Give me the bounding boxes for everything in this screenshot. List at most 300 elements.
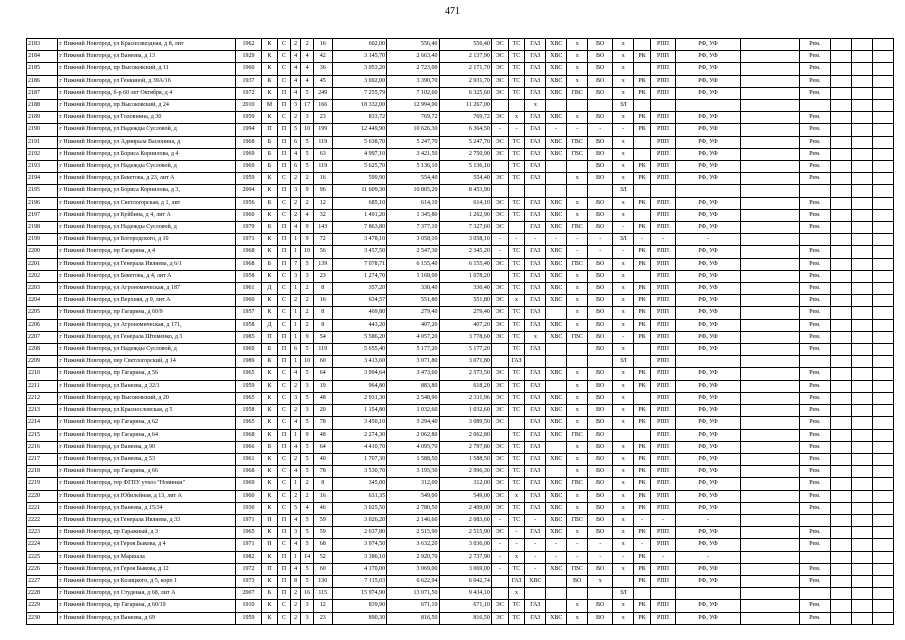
table-cell: 3 994,64 <box>332 368 386 380</box>
table-cell: 6 <box>290 136 300 148</box>
table-cell: х <box>508 490 525 502</box>
table-cell: П <box>278 185 291 197</box>
table-cell: РК <box>634 87 651 99</box>
table-cell: 2227 <box>27 575 58 587</box>
table-cell: Б <box>261 148 278 160</box>
table-cell <box>799 514 830 526</box>
table-row <box>27 478 894 490</box>
table-cell: РФ, УФ <box>676 368 741 380</box>
table-cell: 3 <box>301 405 314 417</box>
table-cell: РФ, УФ <box>676 209 741 221</box>
table-cell: РФ, УФ <box>676 222 741 234</box>
table-cell: г Нижний Новгород, ул Головнина, д 30 <box>58 112 236 124</box>
table-cell <box>831 429 852 441</box>
table-cell: ЭС <box>491 405 508 417</box>
table-cell <box>851 100 872 112</box>
table-cell: ГАЗ <box>525 39 546 51</box>
table-cell: 10 626,30 <box>387 124 439 136</box>
table-cell <box>741 222 800 234</box>
table-cell <box>851 441 872 453</box>
table-cell: 12 994,00 <box>387 100 439 112</box>
table-cell: 1958 <box>236 319 261 331</box>
table-cell: - <box>491 124 508 136</box>
table-cell <box>546 588 567 600</box>
table-cell: 8 <box>313 319 332 331</box>
table-cell <box>851 87 872 99</box>
table-cell: П <box>278 258 291 270</box>
table-cell <box>508 185 525 197</box>
table-cell: РПП <box>650 246 675 258</box>
table-cell: 5 <box>301 417 314 429</box>
table-cell: х <box>508 551 525 563</box>
table-cell <box>508 222 525 234</box>
table-cell: РФ, УФ <box>676 124 741 136</box>
table-cell: 407,20 <box>387 319 439 331</box>
table-cell: С <box>278 39 291 51</box>
table-cell: С <box>278 502 291 514</box>
table-cell: 115 <box>313 588 332 600</box>
table-cell: 3 025,50 <box>332 502 386 514</box>
table-cell: х <box>613 148 634 160</box>
table-cell <box>546 307 567 319</box>
table-cell: 5 247,70 <box>439 136 491 148</box>
table-cell: С <box>278 319 291 331</box>
table-cell: РФ, УФ <box>676 246 741 258</box>
table-cell: 3 <box>290 270 300 282</box>
table-cell: г Нижний Новгород, тер ФГПУ учхоз "Новинки" <box>58 478 236 490</box>
table-cell: 2210 <box>27 368 58 380</box>
table-cell: 4 <box>290 563 300 575</box>
table-cell: ХВС <box>546 453 567 465</box>
table-cell: ЗЛ <box>613 234 634 246</box>
table-cell: 59 <box>313 514 332 526</box>
table-cell: - <box>613 124 634 136</box>
table-cell <box>831 612 852 624</box>
table-cell: ГВС <box>567 478 588 490</box>
table-cell: 59 <box>313 527 332 539</box>
table-cell: 5 <box>301 258 314 270</box>
table-cell: ГВС <box>567 563 588 575</box>
table-cell: 3 069,00 <box>439 563 491 575</box>
table-cell: 3 053,20 <box>332 63 386 75</box>
table-row <box>27 563 894 575</box>
table-cell: Рем. <box>799 307 830 319</box>
table-row <box>27 39 894 51</box>
table-cell: 549,00 <box>387 490 439 502</box>
table-cell: ГАЗ <box>525 87 546 99</box>
table-row <box>27 453 894 465</box>
table-cell: ЭС <box>491 307 508 319</box>
table-cell: 3 421,50 <box>387 148 439 160</box>
table-cell: ЭС <box>491 209 508 221</box>
table-cell: Рем. <box>799 502 830 514</box>
table-cell: ТС <box>508 405 525 417</box>
table-cell <box>851 75 872 87</box>
table-cell: ТС <box>508 600 525 612</box>
table-cell: х <box>613 453 634 465</box>
table-cell <box>851 136 872 148</box>
table-cell <box>831 466 852 478</box>
table-row <box>27 222 894 234</box>
table-cell <box>741 441 800 453</box>
table-cell: 1 <box>290 331 300 343</box>
table-row <box>27 197 894 209</box>
table-cell: Рем. <box>799 222 830 234</box>
table-cell: ЗЛ <box>613 356 634 368</box>
table-cell: Рем. <box>799 539 830 551</box>
table-cell <box>634 344 651 356</box>
table-cell: - <box>525 551 546 563</box>
table-cell: 1956 <box>236 197 261 209</box>
table-row <box>27 51 894 63</box>
table-cell: РК <box>634 319 651 331</box>
table-cell: РФ, УФ <box>676 295 741 307</box>
table-row <box>27 417 894 429</box>
table-cell <box>831 124 852 136</box>
table-cell: х <box>567 490 588 502</box>
table-cell: П <box>278 441 291 453</box>
table-cell <box>872 258 893 270</box>
table-cell: К <box>261 234 278 246</box>
table-cell: г Нижний Новгород, ул Ванеева, д 90 <box>58 441 236 453</box>
table-cell: ХВС <box>546 283 567 295</box>
table-row <box>27 331 894 343</box>
table-cell: РК <box>634 453 651 465</box>
table-cell: 330,40 <box>439 283 491 295</box>
table-cell <box>872 112 893 124</box>
table-cell: - <box>650 551 675 563</box>
table-cell: 3 632,20 <box>387 539 439 551</box>
table-cell <box>588 356 613 368</box>
table-cell: х <box>613 258 634 270</box>
table-cell <box>741 234 800 246</box>
table-cell: ЭС <box>491 392 508 404</box>
table-cell <box>567 161 588 173</box>
table-cell: 13 071,50 <box>387 588 439 600</box>
table-cell: х <box>567 75 588 87</box>
table-cell: 2 547,30 <box>387 246 439 258</box>
table-cell: РФ, УФ <box>676 563 741 575</box>
table-cell: ЭС <box>491 148 508 160</box>
table-cell: - <box>613 331 634 343</box>
table-cell: г Нижний Новгород, пр Гагарина, д 56 <box>58 368 236 380</box>
table-cell: ЭС <box>491 75 508 87</box>
table-cell: 2228 <box>27 588 58 600</box>
table-cell: 4 <box>290 148 300 160</box>
table-cell <box>491 588 508 600</box>
table-cell: 4 <box>290 87 300 99</box>
table-cell: 2209 <box>27 356 58 368</box>
table-cell: 8 453,90 <box>439 185 491 197</box>
table-cell: РФ, УФ <box>676 136 741 148</box>
table-cell: 2185 <box>27 63 58 75</box>
table-row <box>27 75 894 87</box>
table-cell: РПП <box>650 453 675 465</box>
table-cell <box>491 100 508 112</box>
table-cell <box>741 478 800 490</box>
table-cell <box>741 588 800 600</box>
table-row <box>27 539 894 551</box>
table-cell: ГАЗ <box>525 63 546 75</box>
table-cell: 443,20 <box>332 319 386 331</box>
table-cell: С <box>278 270 291 282</box>
table-cell: РПП <box>650 380 675 392</box>
table-cell: Б <box>261 161 278 173</box>
table-cell: К <box>261 612 278 624</box>
table-cell: г Нижний Новгород, ул Верхняя, д 9, лит А <box>58 295 236 307</box>
table-cell <box>851 51 872 63</box>
table-cell: г Нижний Новгород, ул Героя Быкова, д 12 <box>58 563 236 575</box>
table-cell: 7 255,79 <box>332 87 386 99</box>
table-cell <box>851 124 872 136</box>
table-cell: 2229 <box>27 600 58 612</box>
table-cell: Рем. <box>799 246 830 258</box>
table-cell: Рем. <box>799 209 830 221</box>
table-cell: ХВС <box>546 63 567 75</box>
table-cell: 8 <box>290 575 300 587</box>
table-cell: - <box>613 246 634 258</box>
table-cell <box>741 39 800 51</box>
table-cell: 2197 <box>27 209 58 221</box>
table-cell: ВО <box>588 380 613 392</box>
table-cell <box>831 392 852 404</box>
table-cell: х <box>567 527 588 539</box>
table-cell: г Нижний Новгород, пр Гаражный, д 3 <box>58 527 236 539</box>
table-cell: РФ, УФ <box>676 502 741 514</box>
table-cell: ХВС <box>546 319 567 331</box>
table-cell <box>676 588 741 600</box>
table-cell: П <box>278 588 291 600</box>
table-cell: 5 <box>301 161 314 173</box>
table-cell <box>831 441 852 453</box>
table-cell: 143 <box>313 222 332 234</box>
table-cell: 1971 <box>236 514 261 526</box>
table-cell: 2 <box>301 490 314 502</box>
table-cell <box>851 514 872 526</box>
table-cell: РПП <box>650 612 675 624</box>
table-cell: 3 <box>301 112 314 124</box>
table-cell: 16 <box>313 173 332 185</box>
table-cell: Рем. <box>799 270 830 282</box>
table-cell: РК <box>634 331 651 343</box>
table-cell: ЭС <box>491 197 508 209</box>
table-cell: х <box>567 380 588 392</box>
table-cell: ВО <box>588 39 613 51</box>
table-cell: К <box>261 75 278 87</box>
table-cell: 60 <box>313 563 332 575</box>
table-cell: П <box>278 551 291 563</box>
table-cell: Рем. <box>799 441 830 453</box>
table-cell: 19 <box>313 380 332 392</box>
table-cell: х <box>525 331 546 343</box>
table-cell: С <box>278 63 291 75</box>
table-cell <box>872 392 893 404</box>
table-cell: РФ, УФ <box>676 148 741 160</box>
table-cell: х <box>567 270 588 282</box>
table-cell: 2 062,80 <box>439 429 491 441</box>
table-cell: - <box>634 234 651 246</box>
table-cell: х <box>567 392 588 404</box>
table-cell: г Нижний Новгород, ул Адмирала Васюнина, д <box>58 136 236 148</box>
table-cell <box>872 87 893 99</box>
table-cell: 5 <box>301 136 314 148</box>
table-cell: г Нижний Новгород, ул Генерала Ивлиева, д 33 <box>58 514 236 526</box>
table-cell: РФ, УФ <box>676 600 741 612</box>
table-cell: 3 195,30 <box>387 466 439 478</box>
table-cell <box>741 246 800 258</box>
table-cell: 4 410,70 <box>332 441 386 453</box>
table-cell: 599,90 <box>332 173 386 185</box>
table-cell: 7 863,80 <box>332 222 386 234</box>
table-cell: РФ, УФ <box>676 453 741 465</box>
table-cell: 1 <box>290 356 300 368</box>
table-row <box>27 344 894 356</box>
table-cell: 3 450,10 <box>332 417 386 429</box>
table-cell: 5 <box>301 563 314 575</box>
table-cell: 1969 <box>236 148 261 160</box>
table-row <box>27 527 894 539</box>
table-cell: г Нижний Новгород, ул Генерала Ивлиева, д 6/1 <box>58 258 236 270</box>
table-cell: К <box>261 112 278 124</box>
table-cell: 312,00 <box>439 478 491 490</box>
table-cell: ХВС <box>546 270 567 282</box>
table-cell: ХВС <box>546 331 567 343</box>
table-cell <box>872 100 893 112</box>
table-cell: 2222 <box>27 514 58 526</box>
table-cell: 2 <box>290 588 300 600</box>
table-cell: РПП <box>650 575 675 587</box>
table-cell: ХВС <box>546 136 567 148</box>
table-row <box>27 466 894 478</box>
table-cell: 9 <box>301 331 314 343</box>
table-row <box>27 514 894 526</box>
table-cell: 4 <box>301 75 314 87</box>
table-cell <box>650 588 675 600</box>
table-cell: 551,80 <box>387 295 439 307</box>
table-cell: ТС <box>508 270 525 282</box>
table-cell <box>831 185 852 197</box>
table-cell: ВО <box>588 453 613 465</box>
table-cell: г Нижний Новгород, ул Богородского, д 10 <box>58 234 236 246</box>
table-cell: ВО <box>588 405 613 417</box>
table-cell: ГАЗ <box>525 368 546 380</box>
table-row <box>27 136 894 148</box>
table-cell: 12 <box>313 197 332 209</box>
table-row <box>27 392 894 404</box>
table-cell: 9 434,10 <box>439 588 491 600</box>
table-cell: 3 026,20 <box>332 514 386 526</box>
table-row <box>27 161 894 173</box>
table-row <box>27 124 894 136</box>
table-cell: 4 <box>290 222 300 234</box>
table-cell: 2226 <box>27 563 58 575</box>
table-cell: 3 <box>301 600 314 612</box>
table-cell: ВО <box>588 209 613 221</box>
table-cell: 554,40 <box>387 173 439 185</box>
table-cell <box>872 63 893 75</box>
table-cell: г Нижний Новгород, ул Краснословская, д 5 <box>58 405 236 417</box>
table-cell: 2204 <box>27 295 58 307</box>
table-cell <box>634 100 651 112</box>
table-cell: Рем. <box>799 392 830 404</box>
table-cell: 2207 <box>27 331 58 343</box>
table-cell <box>851 344 872 356</box>
table-cell: - <box>491 246 508 258</box>
table-cell <box>872 331 893 343</box>
table-cell: Рем. <box>799 319 830 331</box>
table-cell <box>831 270 852 282</box>
table-cell <box>741 392 800 404</box>
table-cell: 1 588,50 <box>387 453 439 465</box>
table-cell: ТС <box>508 283 525 295</box>
table-cell: - <box>508 124 525 136</box>
table-cell: П <box>261 331 278 343</box>
table-cell: х <box>613 161 634 173</box>
table-cell: 1962 <box>236 39 261 51</box>
table-cell <box>567 588 588 600</box>
table-cell: ГАЗ <box>525 319 546 331</box>
table-cell: РПП <box>650 392 675 404</box>
table-cell: 119 <box>313 344 332 356</box>
table-cell <box>741 124 800 136</box>
table-cell: 1960 <box>236 63 261 75</box>
table-cell: Рем. <box>799 295 830 307</box>
table-cell: РК <box>634 258 651 270</box>
table-cell: г Нижний Новгород, ул Агрономическая, д 187 <box>58 283 236 295</box>
table-cell: РК <box>634 295 651 307</box>
table-cell <box>741 490 800 502</box>
table-cell: РПП <box>650 478 675 490</box>
table-cell: 6 622,94 <box>387 575 439 587</box>
table-row <box>27 295 894 307</box>
table-cell: ЗЛ <box>613 185 634 197</box>
table-cell: ВО <box>588 270 613 282</box>
table-cell: 5 <box>301 539 314 551</box>
table-cell <box>872 124 893 136</box>
table-cell: Рем. <box>799 417 830 429</box>
table-cell: ГАЗ <box>525 75 546 87</box>
table-cell: 2 <box>301 307 314 319</box>
table-cell: г Нижний Новгород, ул Ванеева, д 15/34 <box>58 502 236 514</box>
table-cell: Б <box>261 344 278 356</box>
table-cell <box>872 539 893 551</box>
table-cell: П <box>278 356 291 368</box>
table-cell <box>851 161 872 173</box>
table-cell <box>567 356 588 368</box>
table-cell: 3 <box>290 527 300 539</box>
table-cell: 2 <box>290 39 300 51</box>
table-cell: ЭС <box>491 295 508 307</box>
table-cell: 1959 <box>236 173 261 185</box>
table-cell: 40 <box>313 453 332 465</box>
table-cell <box>634 209 651 221</box>
table-cell <box>872 514 893 526</box>
table-cell: 2186 <box>27 75 58 87</box>
table-cell: Рем. <box>799 148 830 160</box>
table-cell <box>741 112 800 124</box>
page-number: 471 <box>445 6 460 17</box>
table-cell: ХВС <box>546 502 567 514</box>
table-cell: 2 920,70 <box>387 551 439 563</box>
table-cell: 5 <box>290 502 300 514</box>
table-cell: ЗЛ <box>613 100 634 112</box>
table-cell <box>634 429 651 441</box>
table-cell: 345,00 <box>332 478 386 490</box>
table-cell: 279,40 <box>387 307 439 319</box>
table-cell: ЗЛ <box>613 588 634 600</box>
table-cell <box>676 356 741 368</box>
table-cell <box>872 75 893 87</box>
